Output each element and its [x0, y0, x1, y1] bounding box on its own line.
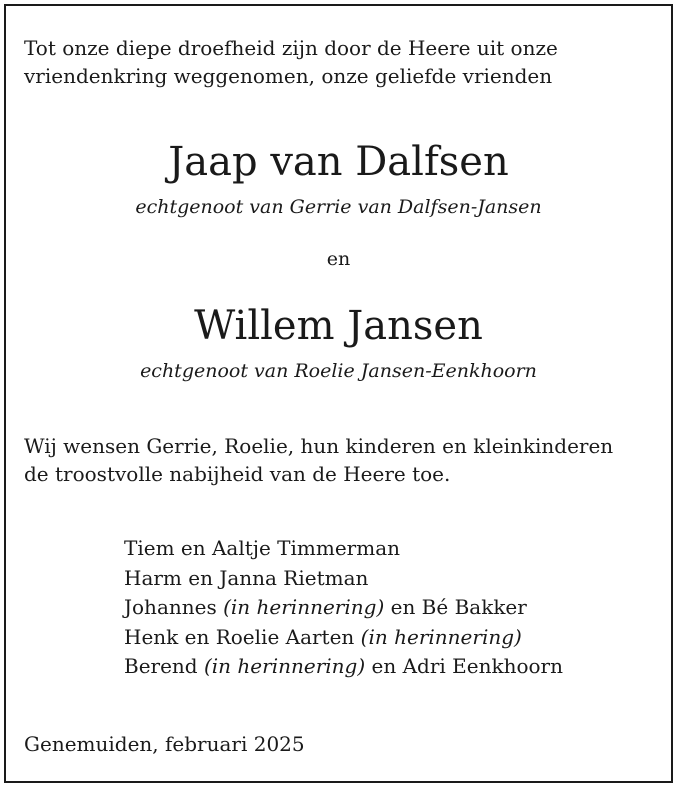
deceased-name: Willem Jansen [194, 303, 483, 349]
intro-line: vriendenkring weggenomen, onze geliefde vrienden [24, 64, 553, 88]
wish-line: de troostvolle nabijheid van de Heere toe. [24, 462, 451, 486]
spouse-line: echtgenoot van Roelie Jansen-Eenkhoorn [140, 360, 537, 382]
signer-item [124, 623, 664, 653]
obituary-card [4, 4, 673, 783]
signer-item [124, 652, 664, 682]
signer-text: Harm en Janna Rietman [124, 565, 369, 590]
deceased-name: Jaap van Dalfsen [168, 139, 509, 185]
place-date: Genemuiden, februari 2025 [24, 732, 305, 756]
signer-text: en Bé Bakker [384, 595, 527, 619]
intro-text [24, 34, 654, 90]
spouse-line: echtgenoot van Gerrie van Dalfsen-Jansen [135, 196, 542, 218]
signers-list [124, 534, 664, 682]
intro-line: Tot onze diepe droefheid zijn door de Heere uit onze [24, 36, 558, 60]
signer-item [124, 534, 664, 564]
signer-text: Johannes [124, 595, 224, 619]
wish-text [24, 432, 654, 488]
signer-item [124, 593, 664, 623]
memoriam-note: (in herinnering) [203, 654, 366, 678]
signer-item [124, 564, 664, 594]
signer-text: Tiem en Aaltje Timmerman [124, 536, 400, 560]
memoriam-note: (in herinnering) [223, 595, 385, 619]
signer-text: en Adri Eenkhoorn [365, 654, 563, 678]
wish-line: Wij wensen Gerrie, Roelie, hun kinderen en kleinkinderen [24, 434, 614, 458]
signer-text: Berend [124, 654, 204, 678]
memoriam-note: (in herinnering) [360, 624, 522, 649]
conjunction: en [326, 248, 351, 270]
signer-text: Henk en Roelie Aarten [124, 624, 361, 649]
